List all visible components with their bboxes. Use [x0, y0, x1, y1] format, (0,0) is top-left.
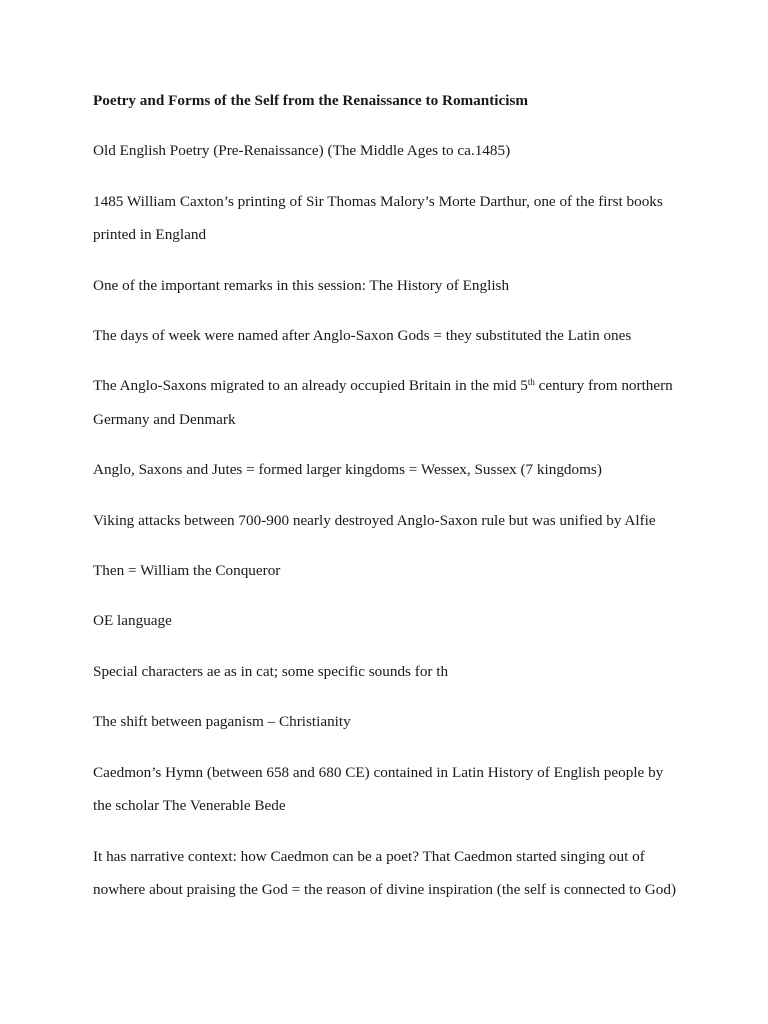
- paragraph: 1485 William Caxton’s printing of Sir Thomas Malory’s Morte Darthur, one of the first books printed in England: [93, 192, 663, 244]
- paragraph: Viking attacks between 700-900 nearly destroyed Anglo-Saxon rule but was unified by Alfie: [93, 511, 656, 529]
- paragraph: Old English Poetry (Pre-Renaissance) (The Middle Ages to ca.1485): [93, 142, 511, 160]
- paragraph: It has narrative context: how Caedmon can be a poet? That Caedmon started singing out of nowhere about praising the God = the reason of divine inspiration (the self is connected to God): [93, 847, 677, 898]
- paragraph: The days of week were named after Anglo-Saxon Gods = they substituted the Latin ones: [93, 327, 632, 345]
- paragraph: Caedmon’s Hymn (between 658 and 680 CE) contained in Latin History of English people by the scholar The Venerable Bede: [93, 763, 664, 815]
- paragraph: One of the important remarks in this session: The History of English: [93, 276, 510, 294]
- paragraph: Then = William the Conqueror: [93, 562, 281, 580]
- paragraph: Special characters ae as in cat; some specific sounds for th: [93, 662, 449, 680]
- paragraph: OE language: [93, 612, 172, 630]
- document-body: [93, 84, 683, 923]
- paragraph-with-superscript: [93, 369, 683, 436]
- document-title: Poetry and Forms of the Self from the Renaissance to Romanticism: [93, 92, 529, 109]
- paragraph: The shift between paganism – Christianity: [93, 713, 351, 731]
- paragraph-text-before: The Anglo-Saxons migrated to an already occupied Britain in the mid 5: [93, 377, 528, 395]
- ordinal-superscript: th: [527, 377, 535, 388]
- paragraph: Anglo, Saxons and Jutes = formed larger kingdoms = Wessex, Sussex (7 kingdoms): [93, 461, 602, 479]
- paragraph-text-after: century from northern Germany and Denmark: [93, 377, 673, 428]
